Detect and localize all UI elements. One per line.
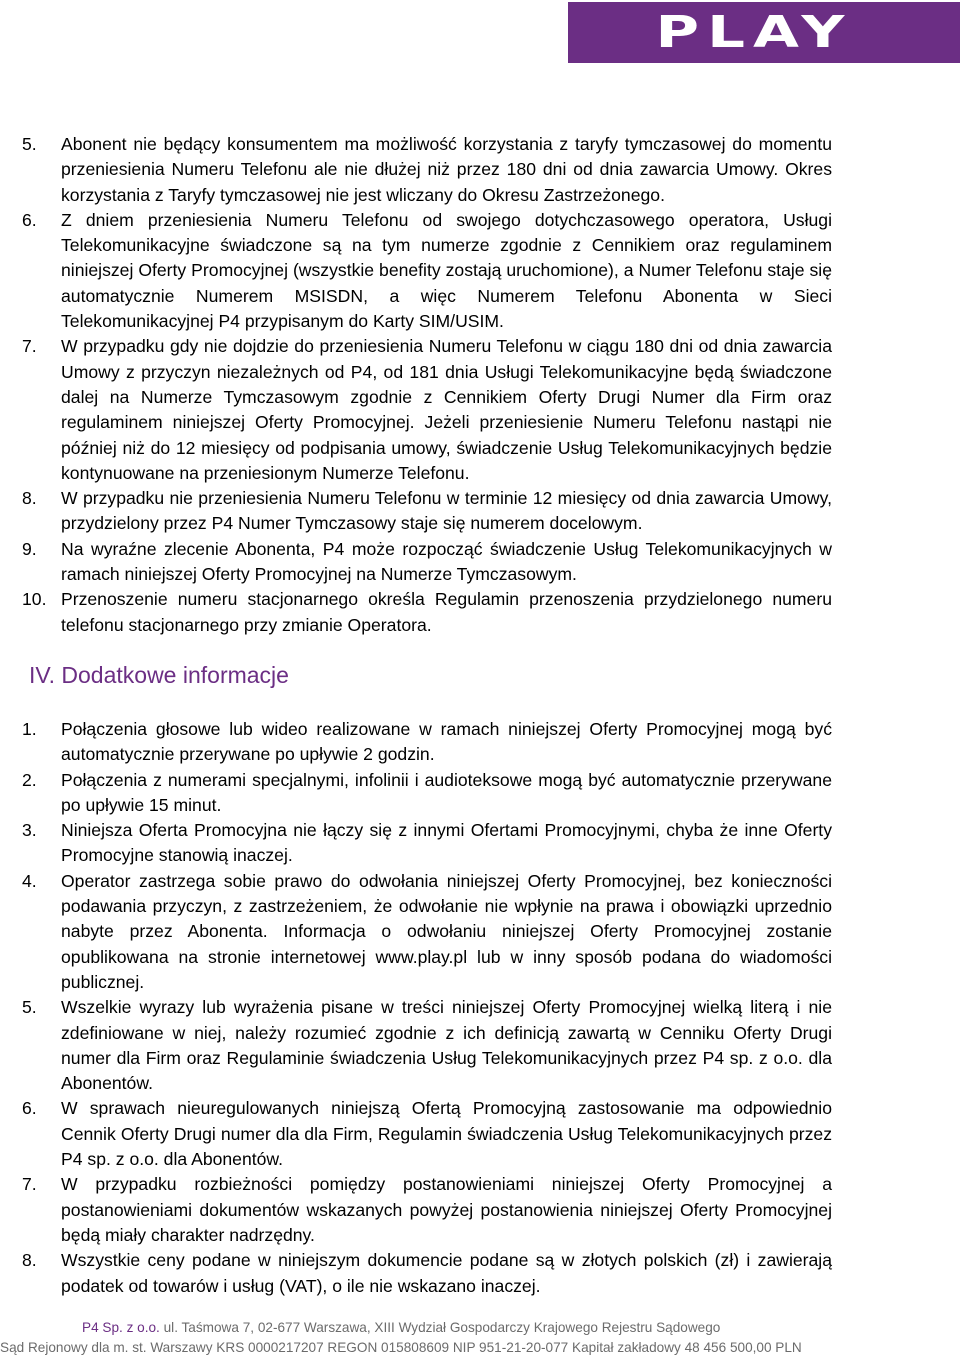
item-text: Przenoszenie numeru stacjonarnego określa Regulamin przenoszenia przydzielonego numeru telefonu stacjonarnego przy zmianie Operatora. (61, 589, 832, 635)
item-text: W sprawach nieuregulowanych niniejszą Ofertą Promocyjną zastosowanie ma odpowiednio Cennik Oferty Drugi numer dla dla Firm, Regulamin świadczenia Usług Telekomunikacyjnych przez P4 sp. z o.o. dla Abonentów. (61, 1098, 832, 1170)
item-text: Wszystkie ceny podane w niniejszym dokumencie podane są w złotych polskich (zł) i zawierają podatek od towarów i usług (VAT), o ile nie wskazano inaczej. (61, 1250, 832, 1296)
list-item (22, 818, 832, 869)
footer-registry: Sąd Rejonowy dla m. st. Warszawy KRS 0000217207 REGON 015808609 NIP 951-21-20-077 Kapitał zakładowy 48 456 500,00 PLN (0, 1340, 802, 1355)
item-text: W przypadku gdy nie dojdzie do przeniesienia Numeru Telefonu w ciągu 180 dni od dnia zawarcia Umowy z przyczyn niezależnych od P4, od 181 dnia Usługi Telekomunikacyjne będą świadczone dalej na Numerze Tymczasowym zgodnie z Cennikiem Oferty Drugi Numer dla Firm oraz regulaminem niniejszej Oferty Promocyjnej. Jeżeli przeniesienie Numeru Telefonu nastąpi nie później niż do 12 miesięcy od podpisania umowy, świadczenie Usług Telekomunikacyjnych będzie kontynuowane na przeniesionym Numerze Telefonu. (61, 336, 832, 483)
conditions-list (22, 132, 832, 638)
list-item (22, 1096, 832, 1172)
play-logo (568, 2, 960, 63)
list-item (22, 486, 832, 537)
additional-info-list (22, 717, 832, 1299)
item-text: Wszelkie wyrazy lub wyrażenia pisane w treści niniejszej Oferty Promocyjnej wielką literą i nie zdefiniowane w niej, należy rozumieć zgodnie z ich definicją zawartą w Cenniku Oferty Drugi numer dla Firm oraz Regulaminie świadczenia Usług Telekomunikacyjnych przez P4 sp. z o.o. dla Abonentów. (61, 997, 832, 1094)
item-number: 8. (22, 488, 37, 509)
item-text: Abonent nie będący konsumentem ma możliwość korzystania z taryfy tymczasowej do momentu przeniesienia Numeru Telefonu ale nie dłużej niż przez 180 dni od dnia zawarcia Umowy. Okres korzystania z Taryfy tymczasowej nie jest wliczany do Okresu Zastrzeżonego. (61, 134, 832, 205)
item-text: Połączenia głosowe lub wideo realizowane w ramach niniejszej Oferty Promocyjnej mogą być automatycznie przerywane po upływie 2 godzin. (61, 719, 832, 765)
section-heading: IV. Dodatkowe informacje (29, 662, 289, 688)
item-number: 3. (22, 820, 37, 841)
item-text: Połączenia z numerami specjalnymi, infolinii i audioteksowe mogą być automatycznie przerywane po upływie 15 minut. (61, 769, 832, 815)
item-number: 1. (22, 719, 37, 739)
list-item (22, 587, 832, 638)
item-text: W przypadku nie przeniesienia Numeru Telefonu w terminie 12 miesięcy od dnia zawarcia Umowy, przydzielony przez P4 Numer Tymczasowy staje się numerem docelowym. (61, 488, 832, 534)
item-number: 5. (22, 997, 37, 1018)
footer-address (82, 1319, 960, 1337)
footer-company: P4 Sp. z o.o. (82, 1320, 160, 1335)
item-number: 2. (22, 769, 37, 790)
list-item (22, 717, 832, 768)
item-text: Na wyraźne zlecenie Abonenta, P4 może rozpocząć świadczenie Usług Telekomunikacyjnych w ramach niniejszej Oferty Promocyjnej na Numerze Tymczasowym. (61, 538, 832, 585)
item-number: 4. (22, 870, 37, 891)
item-text: W przypadku rozbieżności pomiędzy postanowieniami niniejszej Oferty Promocyjnej a postanowieniami dokumentów wskazanych powyżej postanowienia niniejszej Oferty Promocyjnej będą miały charakter nadrzędny. (61, 1174, 832, 1245)
item-text: Operator zastrzega sobie prawo do odwołania niniejszej Oferty Promocyjnej, bez konieczności podawania przyczyn, z zastrzeżeniem, że odwołanie nie wpłynie na prawa i obowiązki uprzednio nabyte przez Abonenta. Informacja o odwołaniu niniejszej Oferty Promocyjnej zostanie opublikowana na stronie internetowej www.play.pl lub w inny sposób podana do wiadomości publicznej. (61, 870, 832, 992)
list-item (22, 1248, 832, 1299)
list-item (22, 334, 832, 486)
item-text: Z dniem przeniesienia Numeru Telefonu od swojego dotychczasowego operatora, Usługi Telekomunikacyjne świadczone są na tym numerze zgodnie z Cennikiem oraz regulaminem niniejszej Oferty Promocyjnej (wszystkie benefity zostają uruchomione), a Numer Telefonu staje się automatycznie Numerem MSISDN, a więc Numerem Telefonu Abonenta w Sieci Telekomunikacyjnej P4 przypisanym do Karty SIM/USIM. (61, 209, 832, 332)
item-number: 6. (22, 209, 37, 230)
item-number: 6. (22, 1098, 37, 1119)
list-item (22, 537, 832, 588)
item-number: 5. (22, 134, 37, 154)
list-item (22, 995, 832, 1096)
item-number: 7. (22, 336, 37, 357)
item-number: 8. (22, 1250, 37, 1271)
item-number: 7. (22, 1174, 37, 1195)
item-number: 9. (22, 538, 37, 559)
logo-text: PLAY (655, 7, 853, 58)
list-item (22, 208, 832, 334)
list-item (22, 768, 832, 819)
item-number: 10. (22, 589, 47, 610)
footer-line-1: ul. Taśmowa 7, 02-677 Warszawa, XIII Wydział Gospodarczy Krajowego Rejestru Sądowego (163, 1320, 721, 1335)
list-item (22, 132, 832, 208)
list-item (22, 869, 832, 995)
item-text: Niniejsza Oferta Promocyjna nie łączy się z innymi Ofertami Promocyjnymi, chyba że inne Oferty Promocyjne stanowią inaczej. (61, 820, 832, 866)
list-item (22, 1172, 832, 1248)
